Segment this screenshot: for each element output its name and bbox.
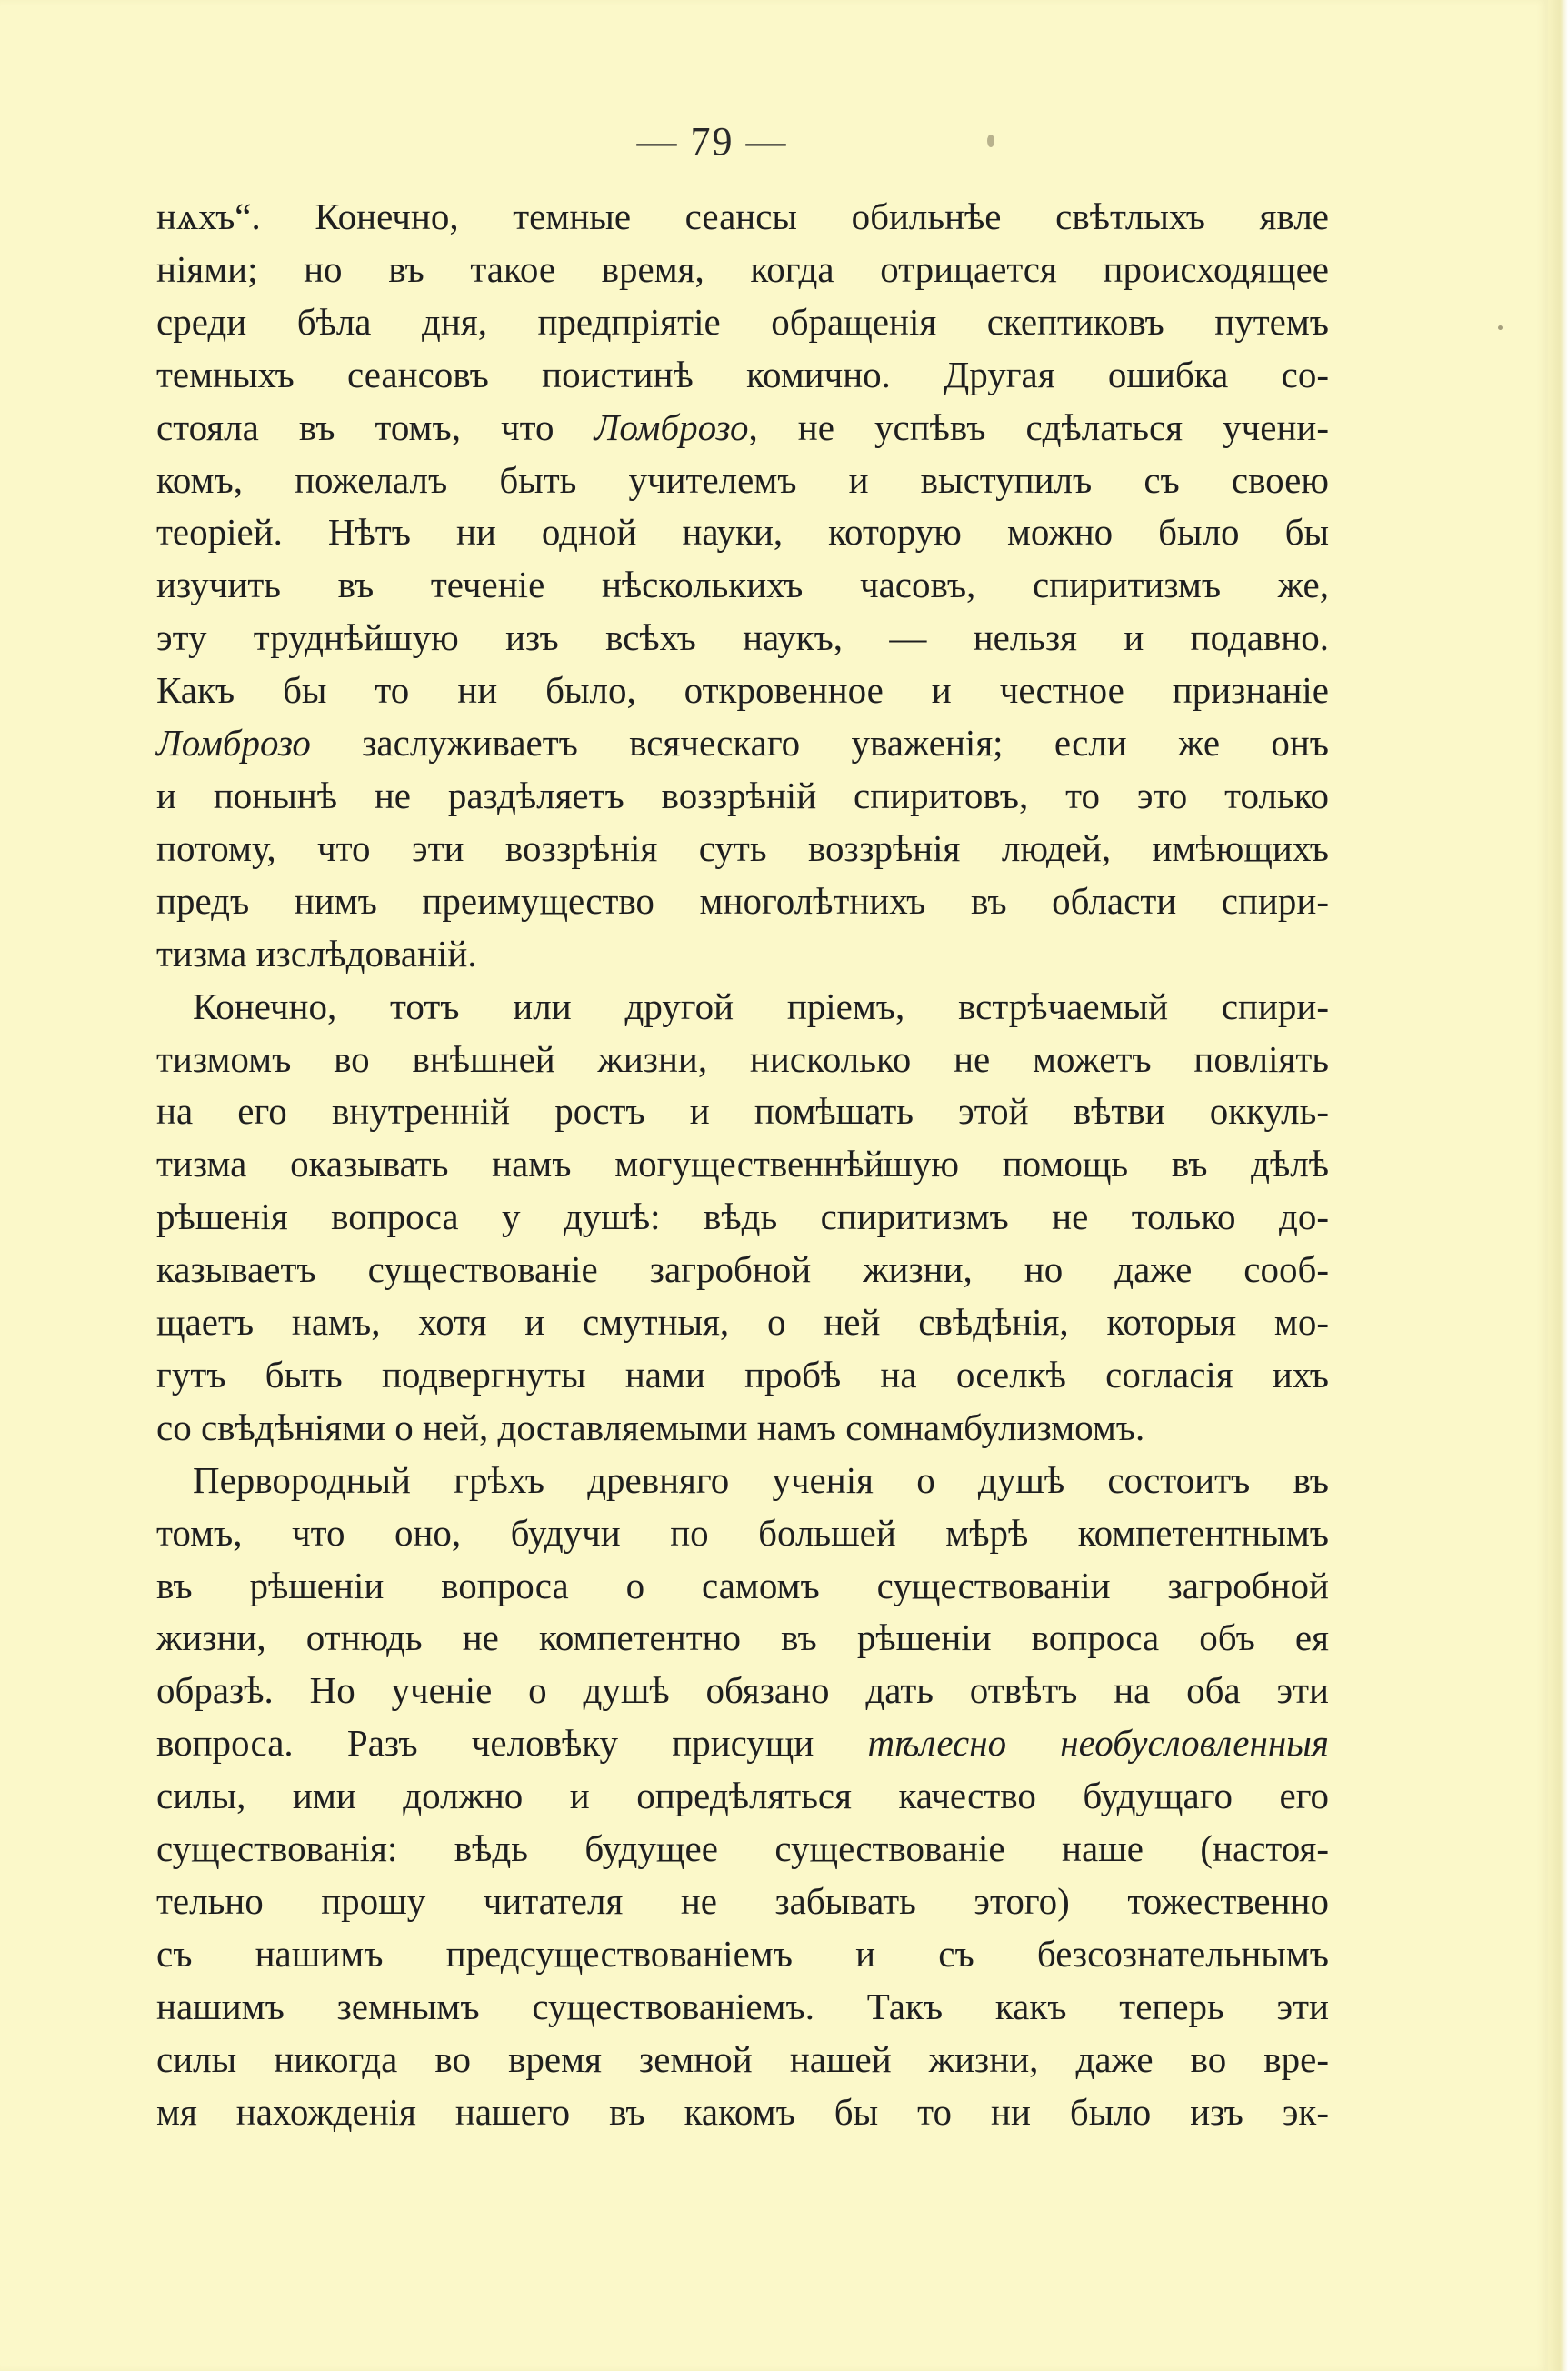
text-line: Первородный грѣхъ древняго ученiя о душѣ состоитъ въ [193,1458,1329,1501]
text-line: и понынѣ не раздѣляетъ воззрѣнiй спиритовъ, то это только [156,774,1329,816]
text-line: нѧхъ“. Конечно, темные сеансы обильнѣе свѣтлыхъ явле [156,195,1329,237]
text-line: силы никогда во время земной нашей жизни, даже во вре- [156,2037,1329,2080]
page-edge-shadow [1548,0,1568,2371]
text-line: вопроса. Разъ человѣку присущи тѣлесно необусловленныя [156,1722,1329,1765]
text-line: Конечно, тотъ или другой прiемъ, встрѣчаемый спири- [193,985,1329,1027]
text-line: тельно прошу читателя не забывать этого) тожественно [156,1880,1329,1922]
text-line: на его внутреннiй ростъ и помѣшать этой вѣтви оккуль- [156,1090,1329,1133]
text-line: нашимъ земнымъ существованiемъ. Такъ какъ теперь эти [156,1985,1329,2027]
text-line: въ рѣшенiи вопроса о самомъ существованiи загробной [156,1564,1329,1606]
text-line: Ломброзо заслуживаетъ всяческаго уваженiя; если же онъ [156,722,1329,765]
text-line: нiями; но въ такое время, когда отрицается происходящее [156,247,1329,290]
page-number: — 79 — [636,119,788,164]
text-line: изучить въ теченiе нѣсколькихъ часовъ, спиритизмъ же, [156,564,1329,606]
text-line: мя нахожденiя нашего въ какомъ бы то ни было изъ эк- [156,2090,1329,2133]
text-line: жизни, отнюдь не компетентно въ рѣшенiи вопроса объ ея [156,1616,1329,1659]
text-line: казываетъ существованiе загробной жизни, но даже сооб- [156,1248,1329,1291]
ink-dot [1498,325,1503,330]
text-line: комъ, пожелалъ быть учителемъ и выступилъ съ своею [156,458,1329,501]
text-line: предъ нимъ преимущество многолѣтнихъ въ области спири- [156,879,1329,922]
body-text [156,191,1329,2139]
text-line: гутъ быть подвергнуты нами пробѣ на оселкѣ согласiя ихъ [156,1353,1329,1396]
text-line: темныхъ сеансовъ поистинѣ комично. Другая ошибка со- [156,353,1329,395]
text-line: со свѣдѣнiями о ней, доставляемыми намъ сомнамбулизмомъ. [156,1406,1145,1448]
text-line: тизма изслѣдованiй. [156,932,477,975]
text-line: стояла въ томъ, что Ломброзо, не успѣвъ сдѣлаться учени- [156,405,1329,448]
text-line: Какъ бы то ни было, откровенное и честное признанiе [156,669,1329,712]
text-line: тизмомъ во внѣшней жизни, нисколько не можетъ повлiять [156,1037,1329,1080]
text-line: теорiей. Нѣтъ ни одной науки, которую можно было бы [156,511,1329,554]
text-line: съ нашимъ предсуществованiемъ и съ безсознательнымъ [156,1932,1329,1975]
text-line: рѣшенiя вопроса у душѣ: вѣдь спиритизмъ не только до- [156,1196,1329,1238]
text-line: томъ, что оно, будучи по большей мѣрѣ компетентнымъ [156,1511,1329,1554]
text-line: щаетъ намъ, хотя и смутныя, о ней свѣдѣнiя, которыя мо- [156,1301,1329,1344]
text-line: эту труднѣйшую изъ всѣхъ наукъ, — нельзя и подавно. [156,616,1329,659]
text-line: тизма оказывать намъ могущественнѣйшую помощь въ дѣлѣ [156,1143,1329,1186]
text-line: силы, ими должно и опредѣляться качество будущаго его [156,1775,1329,1817]
text-line: потому, что эти воззрѣнiя суть воззрѣнiя людей, имѣющихъ [156,826,1329,869]
text-line: существованiя: вѣдь будущее существованiе наше (настоя- [156,1827,1329,1870]
text-line: среди бѣла дня, предпрiятiе обращенiя скептиковъ путемъ [156,300,1329,343]
text-line: образѣ. Но ученiе о душѣ обязано дать отвѣтъ на оба эти [156,1669,1329,1712]
